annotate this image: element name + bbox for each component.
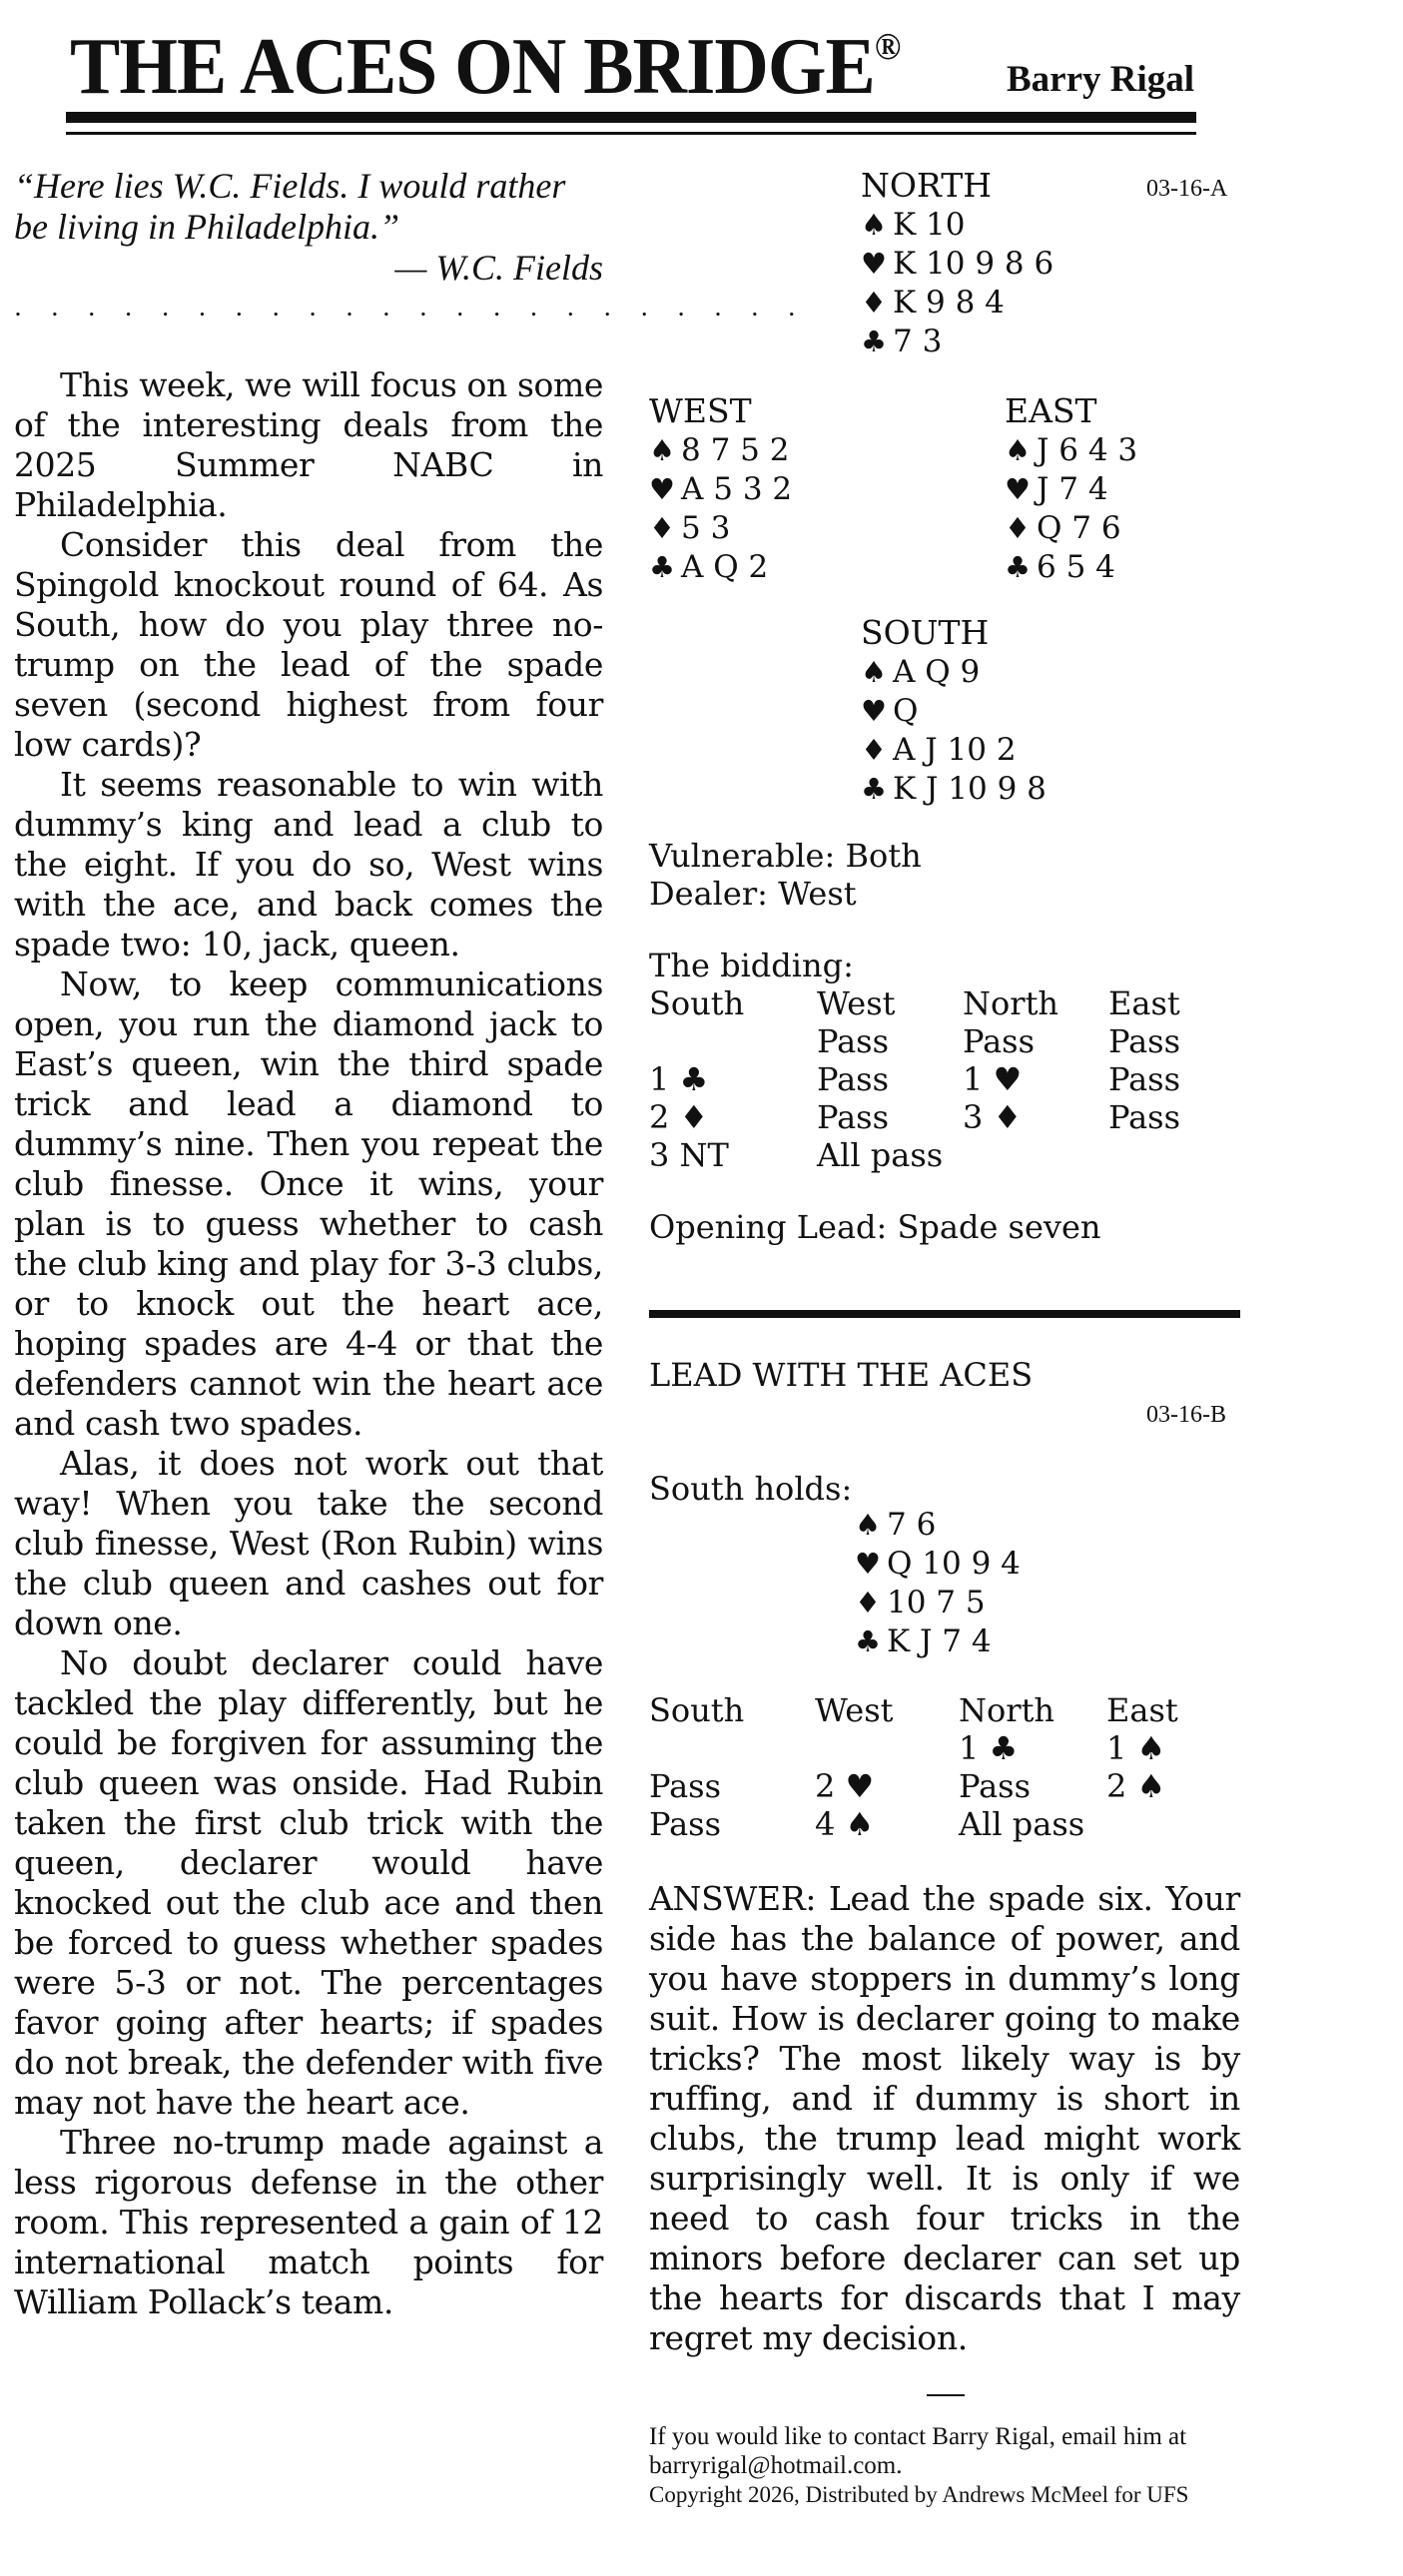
lead-hearts: Q 10 9 4 — [887, 1546, 1021, 1582]
quote-text: “Here lies W.C. Fields. I would rather be living in Philadelphia.” — [14, 166, 566, 247]
bidding-row — [649, 1805, 1236, 1843]
east-hearts: J 7 4 — [1037, 471, 1108, 507]
vulnerability: Vulnerable: Both — [649, 837, 922, 875]
article-paragraph: Consider this deal from the Spingold knockout round of 64. As South, how do you play three no-trump on the lead of the spade seven (second highest from four low cards)? — [14, 525, 603, 764]
opening-lead: Opening Lead: Spade seven — [649, 1208, 1101, 1246]
bid-header: South — [649, 1691, 745, 1729]
bidding-table — [649, 984, 1238, 1174]
diamond-icon: ♦ — [1005, 511, 1031, 545]
bid-cell — [815, 1729, 959, 1767]
heart-icon: ♥ — [855, 1547, 881, 1581]
bid-cell: 1 ♠ — [1106, 1729, 1166, 1767]
bid-cell — [963, 1136, 1108, 1174]
spade-icon: ♠ — [861, 208, 887, 242]
bid-header: East — [1106, 1691, 1178, 1729]
heart-icon: ♥ — [649, 472, 675, 506]
club-icon: ♣ — [861, 772, 887, 806]
south-hand — [861, 613, 1047, 809]
heart-icon: ♥ — [1005, 472, 1031, 506]
bid-cell: 2 ♦ — [649, 1098, 709, 1136]
club-icon: ♣ — [855, 1624, 881, 1658]
bid-cell — [649, 1022, 817, 1060]
bid-cell: 1 ♣ — [959, 1729, 1019, 1767]
article-body — [14, 365, 603, 2322]
footer-dash — [927, 2394, 965, 2396]
bid-cell: Pass — [1108, 1060, 1181, 1098]
east-clubs: 6 5 4 — [1037, 549, 1115, 585]
bidding-header-row — [649, 1691, 1236, 1729]
south-label: SOUTH — [861, 613, 990, 652]
west-label: WEST — [649, 391, 752, 430]
bidding-row — [649, 1022, 1238, 1060]
bid-cell — [649, 1729, 815, 1767]
section-rule — [649, 1310, 1240, 1318]
south-diamonds: A J 10 2 — [893, 732, 1017, 768]
bidding-row — [649, 1136, 1238, 1174]
article-paragraph: Now, to keep communications open, you run the diamond jack to East’s queen, win the third spade trick and lead a diamond to dummy’s nine. Then you repeat the club finesse. Once it wins, your plan is to guess whether to cash the club king and play for 3-3 clubs, or to knock out the heart ace, hoping spades are 4-4 or that the defenders cannot win the heart ace and cash two spades. — [14, 965, 603, 1443]
club-icon: ♣ — [861, 324, 887, 358]
author-byline: Barry Rigal — [1007, 59, 1195, 100]
south-clubs: K J 10 9 8 — [893, 771, 1047, 807]
lead-spades: 7 6 — [887, 1507, 937, 1543]
bid-header: North — [959, 1691, 1055, 1729]
bidding-header-row — [649, 984, 1238, 1022]
contact-note: If you would like to contact Barry Rigal, email him at barryrigal@hotmail.com. — [649, 2423, 1187, 2479]
article-paragraph: This week, we will focus on some of the interesting deals from the 2025 Summer NABC in Philadelphia. — [14, 365, 603, 524]
article-paragraph: It seems reasonable to win with dummy’s king and lead a club to the eight. If you do so, West wins with the ace, and back comes the spade two: 10, jack, queen. — [14, 765, 603, 964]
bidding-title: The bidding: — [649, 947, 854, 984]
bid-cell: 3 NT — [649, 1136, 729, 1174]
spade-icon: ♠ — [861, 655, 887, 689]
bidding-row — [649, 1729, 1236, 1767]
bidding-row — [649, 1060, 1238, 1098]
bid-cell: Pass — [649, 1805, 722, 1843]
bid-cell: Pass — [817, 1060, 890, 1098]
title-text: THE ACES ON BRIDGE — [70, 21, 875, 111]
bidding-row — [649, 1098, 1238, 1136]
heart-icon: ♥ — [861, 694, 887, 728]
bid-cell: Pass — [963, 1022, 1036, 1060]
dealer: Dealer: West — [649, 875, 857, 913]
lead-bidding-table — [649, 1691, 1236, 1843]
bid-cell — [1106, 1805, 1236, 1843]
bid-cell: Pass — [817, 1022, 890, 1060]
bid-cell: 2 ♠ — [1106, 1767, 1166, 1805]
lead-section-title: LEAD WITH THE ACES — [649, 1356, 1034, 1394]
bid-cell: Pass — [649, 1767, 722, 1805]
east-label: EAST — [1005, 391, 1097, 430]
bidding-row — [649, 1767, 1236, 1805]
bid-header: North — [963, 984, 1059, 1022]
bid-cell: 3 ♦ — [963, 1098, 1023, 1136]
spade-icon: ♠ — [649, 433, 675, 467]
west-diamonds: 5 3 — [681, 510, 731, 546]
diamond-icon: ♦ — [649, 511, 675, 545]
bid-cell: Pass — [817, 1098, 890, 1136]
east-diamonds: Q 7 6 — [1037, 510, 1121, 546]
north-hand — [861, 166, 1053, 361]
bid-cell: 1 ♣ — [649, 1060, 709, 1098]
bid-header: East — [1108, 984, 1180, 1022]
north-clubs: 7 3 — [893, 323, 943, 359]
east-spades: J 6 4 3 — [1037, 432, 1138, 468]
diamond-icon: ♦ — [861, 733, 887, 767]
quote-attribution: — W.C. Fields — [394, 248, 603, 288]
bid-header: West — [815, 1691, 894, 1729]
spade-icon: ♠ — [1005, 433, 1031, 467]
bid-cell: All pass — [959, 1805, 1085, 1843]
north-spades: K 10 — [893, 207, 966, 243]
diamond-icon: ♦ — [861, 286, 887, 320]
dotted-separator: . . . . . . . . . . . . . . . . . . . . . . — [14, 293, 807, 322]
bid-cell: 1 ♥ — [963, 1060, 1023, 1098]
north-diamonds: K 9 8 4 — [893, 285, 1005, 321]
bid-cell: All pass — [817, 1136, 944, 1174]
south-spades: A Q 9 — [893, 654, 981, 690]
bid-cell — [1108, 1136, 1238, 1174]
answer-text: ANSWER: Lead the spade six. Your side has the balance of power, and you have stoppers in dummy’s long suit. How is declarer going to make tricks? The most likely way is by ruffing, and if dummy is short in clubs, the trump lead might work surprisingly well. It is only if we need to cash four tricks in the minors before declarer can set up the hearts for discards that I may regret my decision. — [649, 1879, 1240, 2357]
west-clubs: A Q 2 — [681, 549, 769, 585]
lead-code: 03-16-B — [1146, 1402, 1226, 1428]
west-spades: 8 7 5 2 — [681, 432, 790, 468]
club-icon: ♣ — [649, 550, 675, 584]
bid-header: West — [817, 984, 896, 1022]
east-hand — [1005, 391, 1137, 587]
deal-code: 03-16-A — [1146, 176, 1228, 202]
lead-diamonds: 10 7 5 — [887, 1585, 986, 1620]
north-hearts: K 10 9 8 6 — [893, 246, 1054, 282]
west-hearts: A 5 3 2 — [681, 471, 793, 507]
bid-cell: Pass — [959, 1767, 1032, 1805]
masthead-rule-thick — [66, 112, 1196, 123]
article-paragraph: No doubt declarer could have tackled the play differently, but he could be forgiven for assuming the club queen was onside. Had Rubin taken the first club trick with the queen, declarer would have knocked out the club ace and then be forced to guess whether spades were 5-3 or not. The percentages favor going after hearts; if spades do not break, the defender with five may not have the heart ace. — [14, 1643, 603, 2122]
lead-clubs: K J 7 4 — [887, 1623, 992, 1659]
column-title — [70, 21, 901, 111]
north-label: NORTH — [861, 166, 992, 205]
masthead-rule-thin — [66, 132, 1196, 135]
epigraph — [14, 166, 603, 289]
article-paragraph: Alas, it does not work out that way! When you take the second club finesse, West (Ron Rubin) wins the club queen and cashes out for down one. — [14, 1444, 603, 1642]
south-holds-label: South holds: — [649, 1470, 853, 1508]
spade-icon: ♠ — [855, 1508, 881, 1542]
south-hearts: Q — [893, 693, 919, 729]
west-hand — [649, 391, 792, 587]
article-paragraph: Three no-trump made against a less rigorous defense in the other room. This represented a gain of 12 international match points for William Pollack’s team. — [14, 2123, 603, 2321]
bid-cell: 4 ♠ — [815, 1805, 875, 1843]
bid-header: South — [649, 984, 745, 1022]
registered-mark: ® — [874, 26, 901, 68]
club-icon: ♣ — [1005, 550, 1031, 584]
deal-conditions — [649, 837, 922, 913]
bid-cell: 2 ♥ — [815, 1767, 875, 1805]
lead-hand — [855, 1506, 1021, 1661]
diamond-icon: ♦ — [855, 1586, 881, 1619]
bid-cell: Pass — [1108, 1098, 1181, 1136]
copyright: Copyright 2026, Distributed by Andrews McMeel for UFS — [649, 2482, 1189, 2507]
bid-cell: Pass — [1108, 1022, 1181, 1060]
heart-icon: ♥ — [861, 247, 887, 281]
